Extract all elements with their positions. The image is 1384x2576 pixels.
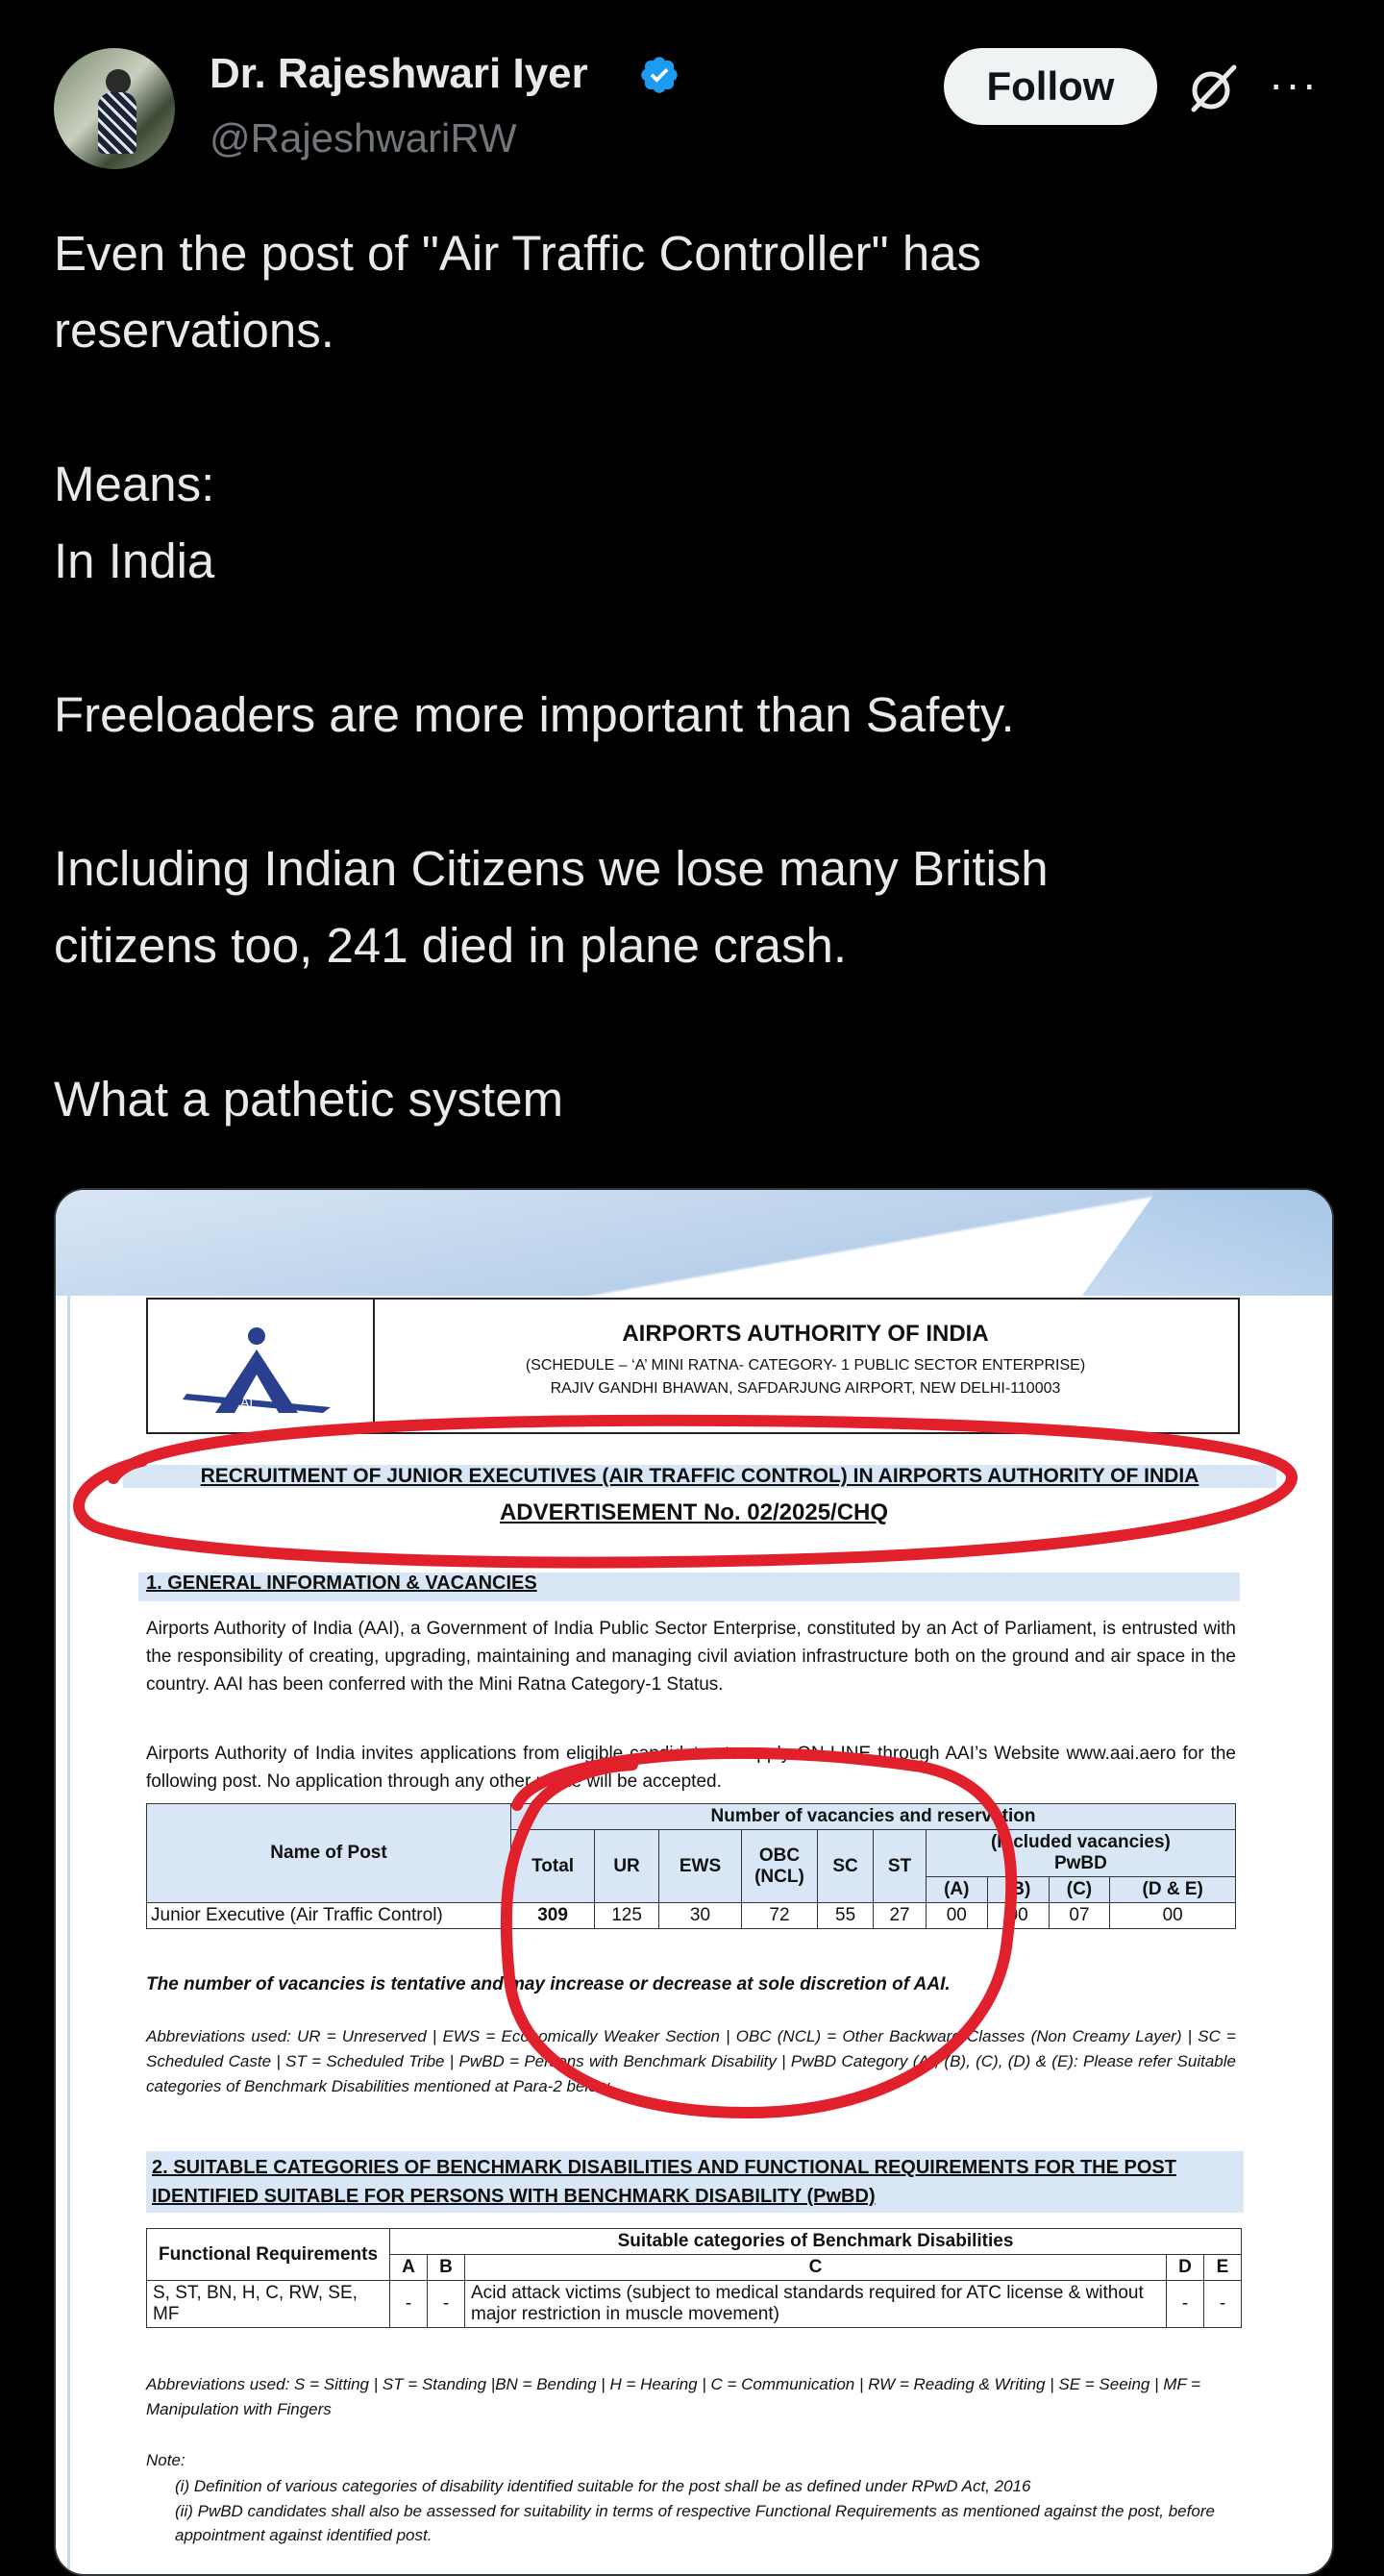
fr-b-cell: -	[428, 2281, 465, 2328]
aai-logo-lettering: AI	[240, 1395, 254, 1410]
fr-col-a: A	[390, 2255, 428, 2281]
pwbd-b-cell: 00	[987, 1903, 1049, 1929]
col-st: ST	[874, 1830, 927, 1903]
col-pwbd-b: (B)	[987, 1877, 1049, 1903]
pwbd-label: PwBD	[1053, 1853, 1107, 1873]
st-cell: 27	[874, 1903, 927, 1929]
included-vacancies-header	[926, 1830, 1235, 1877]
col-obc: OBC (NCL)	[741, 1830, 817, 1903]
note-item-1: (i) Definition of various categories of disability identified suitable for the post shall be as defined under RPwD Act, 2016	[175, 2477, 1031, 2495]
aai-logo-icon	[148, 1300, 373, 1432]
author-handle[interactable]: @RajeshwariRW	[210, 115, 517, 161]
recruitment-document	[56, 1190, 1332, 2574]
col-pwbd-a: (A)	[926, 1877, 987, 1903]
fr-col-b: B	[428, 2255, 465, 2281]
name-of-post-header: Name of Post	[147, 1804, 511, 1903]
fr-a-cell: -	[390, 2281, 428, 2328]
fr-col-e: E	[1204, 2255, 1242, 2281]
more-icon[interactable]: ···	[1269, 59, 1319, 109]
fr-c-cell: Acid attack victims (subject to medical standards required for ATC license & without major restriction in muscle movement)	[465, 2281, 1167, 2328]
vacancy-table	[146, 1803, 1236, 1929]
fr-col-c: C	[465, 2255, 1167, 2281]
grok-icon[interactable]	[1184, 60, 1242, 117]
section-1-title: 1. GENERAL INFORMATION & VACANCIES	[146, 1573, 537, 1594]
pwbd-c-cell: 07	[1049, 1903, 1110, 1929]
abbreviations-text: Abbreviations used: UR = Unreserved | EWS = Economically Weaker Section | OBC (NCL) = Other Backward Classes (Non Creamy Layer) | SC = Scheduled Caste | ST = Scheduled Tribe | PwBD = Persons with Benchmark Disability | PwBD Category (A), (B), (C), (D) & (E): Please refer Suitable categories of Benchmark Disabilities mentioned at Para-2 below.	[146, 2027, 1236, 2095]
col-sc: SC	[817, 1830, 873, 1903]
col-total: Total	[511, 1830, 595, 1903]
advertisement-number: ADVERTISEMENT No. 02/2025/CHQ	[499, 1499, 889, 1525]
fr-e-cell: -	[1204, 2281, 1242, 2328]
suitable-categories-header: Suitable categories of Benchmark Disabilities	[390, 2229, 1242, 2255]
tentative-note: The number of vacancies is tentative and may increase or decrease at sole discretion of AAI.	[146, 1974, 951, 1994]
author-avatar[interactable]	[54, 48, 175, 169]
note-item-2: (ii) PwBD candidates shall also be assessed for suitability in terms of respective Functional Requirements as mentioned against the post, before appointment against identified post.	[175, 2502, 1215, 2544]
total-cell: 309	[511, 1903, 595, 1929]
col-pwbd-c: (C)	[1049, 1877, 1110, 1903]
applications-paragraph: Airports Authority of India invites applications from eligible candidates to apply ON-LINE through AAI’s Website www.aai.aero for the following post. No application through any other mode will be accepted.	[146, 1744, 1236, 1792]
avatar-figure-dress	[98, 92, 136, 154]
post-name-cell: Junior Executive (Air Traffic Control)	[147, 1903, 511, 1929]
functional-header: Functional Requirements	[147, 2229, 390, 2281]
tweet-media-image[interactable]	[54, 1188, 1334, 2576]
abbreviations-2-text: Abbreviations used: S = Sitting | ST = Standing |BN = Bending | H = Hearing | C = Communication | RW = Reading & Writing | SE = Seeing | MF = Manipulation with Fingers	[146, 2375, 1201, 2418]
general-info-paragraph: Airports Authority of India (AAI), a Government of India Public Sector Enterprise, constituted by an Act of Parliament, is entrusted with the responsibility of creating, upgrading, maintaining and managing civil aviation infrastructure both on the ground and air space in the country. AAI has been conferred with the Mini Ratna Category-1 Status.	[146, 1619, 1236, 1695]
table-row	[147, 1903, 1236, 1929]
section-2-heading: 2. SUITABLE CATEGORIES OF BENCHMARK DISABILITIES AND FUNCTIONAL REQUIREMENTS FOR THE POST IDENTIFIED SUITABLE FOR PERSONS WITH BENCHMARK DISABILITY (PwBD)	[146, 2151, 1244, 2213]
col-ur: UR	[595, 1830, 659, 1903]
recruitment-title: RECRUITMENT OF JUNIOR EXECUTIVES (AIR TRAFFIC CONTROL) IN AIRPORTS AUTHORITY OF INDIA	[123, 1465, 1276, 1488]
avatar-figure-head	[106, 69, 131, 94]
org-title: AIRPORTS AUTHORITY OF INDIA	[622, 1321, 989, 1347]
fr-functional-cell: S, ST, BN, H, C, RW, SE, MF	[147, 2281, 390, 2328]
included-vacancies-label: (Included vacancies)	[990, 1832, 1171, 1852]
fr-d-cell: -	[1167, 2281, 1204, 2328]
vacancies-group-header: Number of vacancies and reservation	[511, 1804, 1236, 1830]
col-ews: EWS	[659, 1830, 742, 1903]
pwbd-a-cell: 00	[926, 1903, 987, 1929]
org-address: RAJIV GANDHI BHAWAN, SAFDARJUNG AIRPORT, NEW DELHI-110003	[550, 1380, 1061, 1397]
follow-button[interactable]: Follow	[944, 48, 1157, 125]
author-display-name[interactable]: Dr. Rajeshwari Iyer	[210, 50, 588, 97]
aai-logo	[148, 1300, 375, 1432]
ur-cell: 125	[595, 1903, 659, 1929]
sc-cell: 55	[817, 1903, 873, 1929]
note-label: Note:	[146, 2451, 185, 2469]
table-row	[147, 2281, 1242, 2328]
functional-requirements-table	[146, 2228, 1242, 2328]
verified-badge-icon	[638, 54, 680, 96]
ews-cell: 30	[659, 1903, 742, 1929]
org-subtitle: (SCHEDULE – ‘A’ MINI RATNA- CATEGORY- 1 PUBLIC SECTOR ENTERPRISE)	[525, 1357, 1086, 1374]
pwbd-de-cell: 00	[1110, 1903, 1236, 1929]
col-pwbd-de: (D & E)	[1110, 1877, 1236, 1903]
obc-cell: 72	[741, 1903, 817, 1929]
section-1-heading	[138, 1573, 1240, 1601]
document-header-box	[146, 1298, 1240, 1434]
fr-col-d: D	[1167, 2255, 1204, 2281]
red-circle-title	[79, 1421, 1292, 1563]
tweet-text: Even the post of "Air Traffic Controller" has reservations. Means: In India Freeloaders are more important than Safety. Including Indian Citizens we lose many British citizens too, 241 died in plane crash. What a pathetic system	[54, 226, 1049, 1127]
